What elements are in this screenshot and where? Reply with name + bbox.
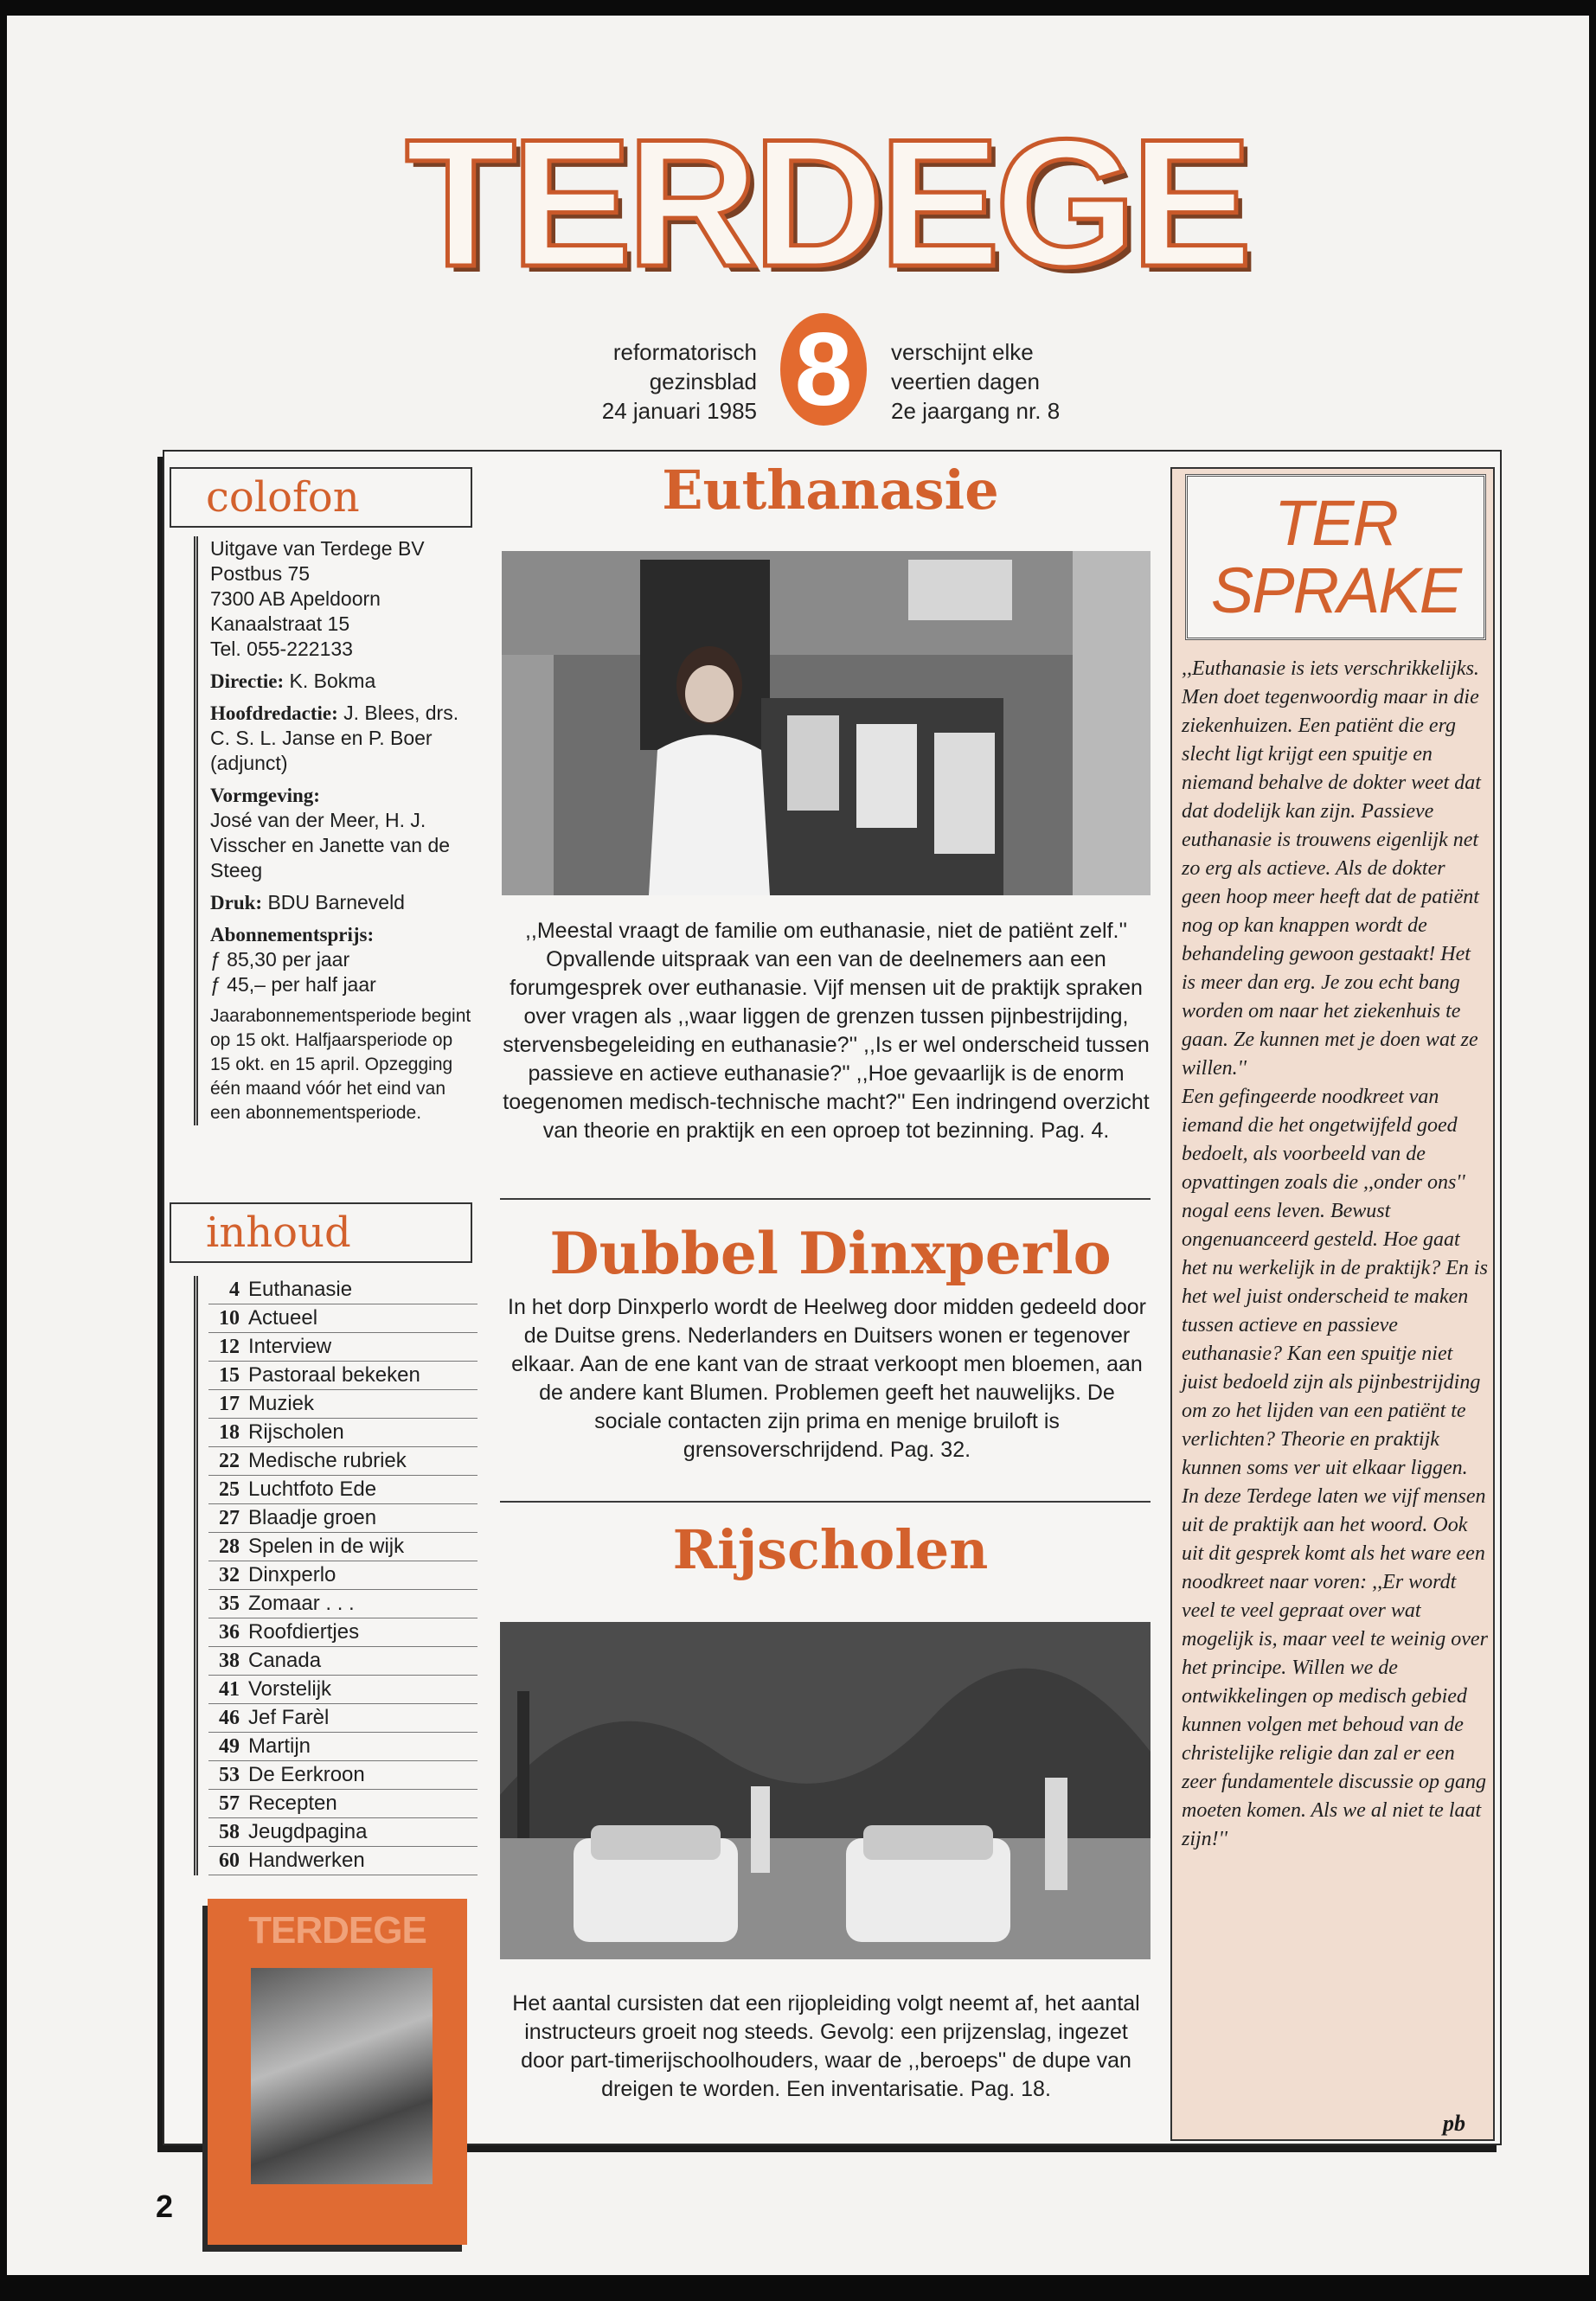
toc-row — [208, 1704, 478, 1733]
text-euthanasie: ,,Meestal vraagt de familie om euthanasie, niet de patiënt zelf.'' Opvallende uitspraak van een van de deelnemers aan een forumgesprek over euthanasie. Vijf mensen uit de praktijk spraken over vragen als ,,waar liggen de grenzen tussen pijnbestrijding, stervensbegeleiding en euthanasie?'' ,,Is er wel onderscheid tussen passieve en actieve euthanasie?'' ,,Hoe gevaarlijk is de enorm toegenomen medisch-technische macht?'' Een indringend overzicht van theorie en praktijk en een oproep tot bezinning. Pag. 4. — [503, 919, 1150, 1143]
toc-title: Actueel — [248, 1306, 318, 1330]
masthead-logo — [381, 101, 1272, 304]
toc-page-number: 17 — [219, 1392, 240, 1415]
masthead-title: TERDEGE — [405, 101, 1247, 304]
toc-page-number: 36 — [219, 1620, 240, 1644]
toc-title: Recepten — [248, 1791, 337, 1815]
toc-page-number: 60 — [219, 1849, 240, 1872]
toc-row — [208, 1590, 478, 1618]
colofon-body — [194, 536, 478, 1125]
toc-row — [208, 1790, 478, 1818]
directie-value: K. Bokma — [284, 670, 376, 692]
toc-row — [208, 1818, 478, 1847]
issue-date: 24 januari 1985 — [601, 398, 757, 424]
toc-title: Rijscholen — [248, 1420, 344, 1444]
ter-sprake-heading — [1185, 474, 1486, 640]
photo-nurse-image — [502, 551, 1151, 895]
subscription-terms: Jaarabonnementsperiode begint op 15 okt. Halfjaarsperiode op 15 okt. en 15 april. Opzegging één maand vóór het eind van een abonnementsperiode. — [210, 1006, 471, 1123]
toc-row — [208, 1647, 478, 1676]
toc-page-number: 25 — [219, 1477, 240, 1501]
toc-page-number: 58 — [219, 1820, 240, 1843]
headline-dinxperlo: Dubbel Dinxperlo — [549, 1220, 1112, 1287]
toc-row — [208, 1390, 478, 1419]
headline-rijscholen: Rijscholen — [672, 1518, 989, 1581]
toc-page-number: 28 — [219, 1535, 240, 1558]
divider — [500, 1198, 1151, 1200]
address-line: Uitgave van Terdege BV — [210, 537, 425, 560]
toc-title: Roofdiertjes — [248, 1620, 360, 1644]
directie-label: Directie: — [210, 670, 285, 692]
cover-thumbnail — [208, 1899, 467, 2245]
colofon-heading: colofon — [170, 467, 472, 528]
toc-page-number: 12 — [219, 1335, 240, 1358]
address-line: 7300 AB Apeldoorn — [210, 587, 381, 610]
toc-page-number: 15 — [219, 1363, 240, 1387]
hoofdredactie-value: J. Blees, drs. C. S. L. Janse en P. Boer (adjunct) — [210, 702, 459, 774]
toc-title: Dinxperlo — [248, 1563, 337, 1586]
toc-row — [208, 1504, 478, 1533]
toc-row — [208, 1733, 478, 1761]
headline-euthanasie: Euthanasie — [662, 458, 999, 522]
left-column — [170, 467, 478, 1872]
toc-row — [208, 1618, 478, 1647]
price-year: ƒ 85,30 per jaar — [210, 948, 350, 971]
text-rijscholen: Het aantal cursisten dat een rijopleiding volgt neemt af, het aantal instructeurs groeit nog steeds. Gevolg: een prijzenslag, ingezet door part-timerijschoolhouders, waar de ,,beroeps'' de dupe van dreigen te worden. Een inventarisatie. Pag. 18. — [512, 1991, 1140, 2101]
address-line: Postbus 75 — [210, 562, 311, 585]
address-line: Kanaalstraat 15 — [210, 612, 350, 635]
frequency-line: veertien dagen — [891, 369, 1041, 394]
photo-nurse — [502, 551, 1151, 895]
phone-line: Tel. 055-222133 — [210, 638, 353, 660]
ter-sprake-text: ,,Euthanasie is iets verschrikkelijks. Men doet tegenwoordig maar in die ziekenhuizen. Een patiënt die erg slecht ligt krijgt een spuitje en niemand behalve de dokter weet dat dat dodelijk kan zijn. Passieve euthanasie is trouwens eigenlijk net zo erg als actieve. Als de dokter geen hoop meer heeft dat de patiënt nog op kan knappen wordt de behandeling gewoon gestaakt! Het is meer dan erg. Je zou echt bang worden om naar het ziekenhuis te gaan. Ze kunnen met je doen wat ze willen.'' Een gefingeerde noodkreet van iemand die het ongetwijfeld goed bedoelt, als voorbeeld van de opvattingen zoals die ,,onder ons'' nogal eens leven. Bewust ongenuanceerd gesteld. Hoe gaat het nu werkelijk in de praktijk? En is het wel juist onderscheid te maken tussen actieve en passieve euthanasie? Kan een spuitje niet juist bedoeld zijn als pijnbestrijding om zo het lijden van een patiënt te verlichten? Theorie en praktijk kunnen soms ver uit elkaar liggen. In deze Terdege laten we vijf mensen uit de praktijk aan het woord. Ook uit dit gesprek komt als het ware een noodkreet naar voren: ,,Er wordt veel te veel gepraat over wat mogelijk is, maar veel te weinig over het principe. Willen we de ontwikkelingen op medisch gebied kunnen volgen met behoud van de christelijke religie dan zal er een zeer fundamentele discussie op gang moeten komen. Als we al niet te laat zijn!'' — [1182, 657, 1488, 1850]
toc-title: Interview — [248, 1335, 332, 1358]
scan-edge-top — [0, 0, 1596, 16]
table-of-contents — [194, 1276, 478, 1875]
toc-row — [208, 1333, 478, 1362]
toc-title: Martijn — [248, 1734, 311, 1758]
cover-photo — [251, 1968, 433, 2184]
toc-page-number: 18 — [219, 1420, 240, 1444]
scan-edge-left — [0, 0, 7, 2301]
toc-title: Blaadje groen — [248, 1506, 377, 1529]
toc-row — [208, 1761, 478, 1790]
toc-row — [208, 1561, 478, 1590]
divider — [500, 1501, 1151, 1503]
toc-page-number: 4 — [229, 1278, 240, 1301]
ter-sprake-heading-line2: SPRAKE — [1210, 554, 1461, 626]
frequency-line: verschijnt elke — [891, 339, 1034, 365]
page-number: 2 — [156, 2189, 174, 2224]
toc-row — [208, 1447, 478, 1476]
toc-page-number: 22 — [219, 1449, 240, 1472]
toc-page-number: 38 — [219, 1649, 240, 1672]
druk-label: Druk: — [210, 892, 263, 913]
toc-row — [208, 1847, 478, 1875]
toc-page-number: 49 — [219, 1734, 240, 1758]
toc-title: Handwerken — [248, 1849, 365, 1872]
ter-sprake-signature: pb — [1443, 2111, 1465, 2136]
toc-title: Jef Farèl — [248, 1706, 330, 1729]
toc-page-number: 41 — [219, 1677, 240, 1701]
photo-cars-image — [500, 1622, 1151, 1959]
issue-info-left — [519, 337, 757, 426]
toc-row — [208, 1476, 478, 1504]
subtitle-line: reformatorisch — [612, 339, 757, 365]
toc-row — [208, 1419, 478, 1447]
toc-title: Luchtfoto Ede — [248, 1477, 377, 1501]
scan-edge-right — [1589, 0, 1596, 2301]
text-dinxperlo: In het dorp Dinxperlo wordt de Heelweg door midden gedeeld door de Duitse grens. Nederlanders en Duitsers wonen er tegenover elkaar. Aan de ene kant van de straat verkoopt men bloemen, aan de andere kant Blumen. Problemen geeft het nauwelijks. De sociale contacten zijn prima en menige bruiloft is grensoverschrijdend. Pag. 32. — [508, 1295, 1146, 1462]
abonnement-label: Abonnementsprijs: — [210, 924, 375, 945]
issue-number-badge: 8 — [780, 313, 867, 426]
toc-row — [208, 1304, 478, 1333]
toc-row — [208, 1676, 478, 1704]
toc-title: Vorstelijk — [248, 1677, 332, 1701]
volume-line: 2e jaargang nr. 8 — [891, 398, 1061, 424]
hoofdredactie-label: Hoofdredactie: — [210, 702, 338, 724]
toc-title: Pastoraal bekeken — [248, 1363, 420, 1387]
ter-sprake-heading-line1: TER — [1274, 487, 1397, 559]
toc-page-number: 53 — [219, 1763, 240, 1786]
toc-page-number: 57 — [219, 1791, 240, 1815]
toc-title: Zomaar . . . — [248, 1592, 355, 1615]
subtitle-line: gezinsblad — [649, 369, 757, 394]
toc-page-number: 35 — [219, 1592, 240, 1615]
scan-edge-bottom — [0, 2275, 1596, 2301]
toc-page-number: 10 — [219, 1306, 240, 1330]
toc-title: Jeugdpagina — [248, 1820, 368, 1843]
toc-page-number: 46 — [219, 1706, 240, 1729]
toc-row — [208, 1276, 478, 1304]
toc-title: Muziek — [248, 1392, 315, 1415]
druk-value: BDU Barneveld — [262, 891, 405, 913]
toc-page-number: 27 — [219, 1506, 240, 1529]
cover-title: TERDEGE — [248, 1909, 426, 1952]
toc-row — [208, 1362, 478, 1390]
toc-page-number: 32 — [219, 1563, 240, 1586]
toc-row — [208, 1533, 478, 1561]
issue-info-right — [891, 337, 1151, 426]
toc-title: Canada — [248, 1649, 322, 1672]
vormgeving-value: José van der Meer, H. J. Visscher en Janette van de Steeg — [210, 809, 451, 881]
toc-title: De Eerkroon — [248, 1763, 365, 1786]
vormgeving-label: Vormgeving: — [210, 785, 320, 806]
toc-title: Spelen in de wijk — [248, 1535, 405, 1558]
inhoud-heading: inhoud — [170, 1202, 472, 1263]
photo-driving-school-cars — [500, 1622, 1151, 1959]
price-half-year: ƒ 45,– per half jaar — [210, 973, 376, 996]
toc-title: Medische rubriek — [248, 1449, 407, 1472]
toc-title: Euthanasie — [248, 1278, 353, 1301]
